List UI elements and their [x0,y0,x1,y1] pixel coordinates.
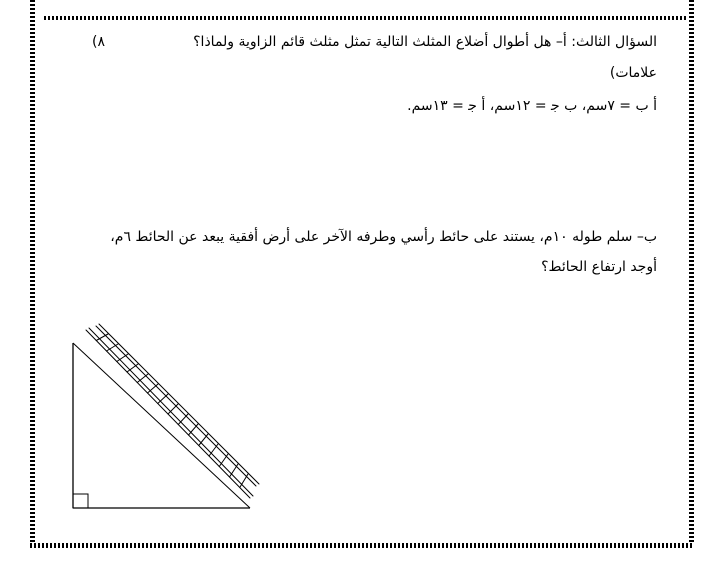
question-title: السؤال الثالث: أ– هل أطوال أضلاع المثلث التالية تمثل مثلث قائم الزاوية ولماذا؟ [193,34,657,50]
page-border-left [30,0,35,548]
page-border-bottom [30,543,694,548]
part-a-side-lengths: أ ب = ٧سم، ب ﺟ = ١٢سم، أ ﺟ = ١٣سم. [407,98,657,114]
part-b-problem-text: ب– سلم طوله ١٠م، يستند على حائط رأسي وطرفه الآخر على أرض أفقية يبعد عن الحائط ٦م، [110,229,657,245]
ladder-against-wall-icon [60,318,270,518]
ladder-icon [86,324,259,498]
page-border-top [44,16,686,20]
question-marks-number: (٨ [92,34,105,50]
page-border-right [689,0,694,548]
wall-triangle [73,343,250,508]
question-marks-word: علامات) [609,65,657,81]
right-angle-marker [73,494,88,508]
part-b-question-text: أوجد ارتفاع الحائط؟ [541,259,657,275]
